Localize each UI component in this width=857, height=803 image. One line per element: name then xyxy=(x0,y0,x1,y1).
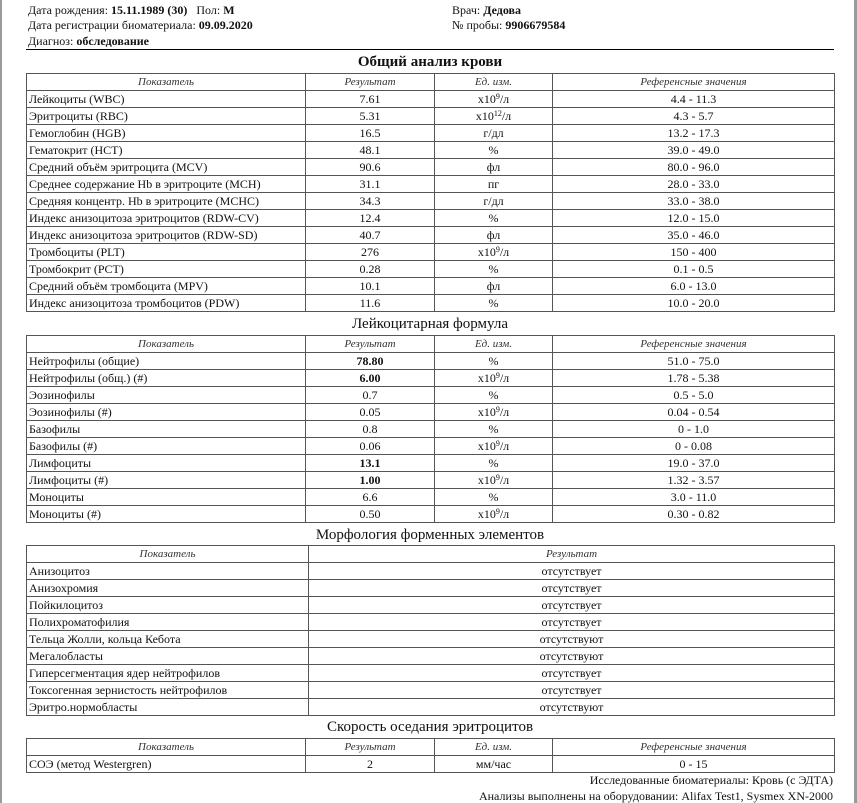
reference-range: 4.4 - 11.3 xyxy=(553,91,835,108)
cbc-col-ref: Референсные значения xyxy=(553,74,835,91)
reference-range: 0 - 0.08 xyxy=(553,438,835,455)
unit-cell: мм/час xyxy=(435,756,553,773)
result-value: 2 xyxy=(306,756,435,773)
unit-base: x10 xyxy=(477,473,496,487)
result-value: 48.1 xyxy=(306,142,435,159)
reference-range: 13.2 - 17.3 xyxy=(553,125,835,142)
table-row xyxy=(27,472,835,489)
sex-value: М xyxy=(223,3,235,17)
parameter-name: Индекс анизоцитоза тромбоцитов (PDW) xyxy=(27,295,306,312)
unit-cell xyxy=(435,404,553,421)
parameter-name: Пойкилоцитоз xyxy=(27,597,309,614)
parameter-name: Эритро.нормобласты xyxy=(27,699,309,716)
result-value: отсутствуют xyxy=(309,699,835,716)
cbc-col-name: Показатель xyxy=(27,74,306,91)
result-value: 90.6 xyxy=(306,159,435,176)
unit-cell xyxy=(435,370,553,387)
result-value: 0.50 xyxy=(306,506,435,523)
parameter-name: Гиперсегментация ядер нейтрофилов xyxy=(27,665,309,682)
table-row xyxy=(27,421,835,438)
table-row xyxy=(27,159,835,176)
reference-range: 0.30 - 0.82 xyxy=(553,506,835,523)
parameter-name: Тельца Жолли, кольца Кебота xyxy=(27,631,309,648)
reference-range: 80.0 - 96.0 xyxy=(553,159,835,176)
unit-cell: % xyxy=(435,421,553,438)
unit-suffix: /л xyxy=(499,405,510,419)
registration-date-line xyxy=(28,18,253,32)
unit-cell xyxy=(435,472,553,489)
leuko-col-name: Показатель xyxy=(27,336,306,353)
parameter-name: Средний объём эритроцита (MCV) xyxy=(27,159,306,176)
morph-title: Морфология форменных элементов xyxy=(315,527,545,543)
reference-range: 0 - 1.0 xyxy=(553,421,835,438)
result-value: 276 xyxy=(306,244,435,261)
doctor-label: Врач: xyxy=(452,3,481,17)
unit-exponent: 12 xyxy=(493,109,502,118)
biomaterial-note: Исследованные биоматериалы: Кровь (с ЭДТА) xyxy=(589,773,833,787)
parameter-name: Средняя концентр. Hb в эритроците (MCHC) xyxy=(27,193,306,210)
result-value: 0.06 xyxy=(306,438,435,455)
parameter-name: Лимфоциты xyxy=(27,455,306,472)
reference-range: 0.04 - 0.54 xyxy=(553,404,835,421)
result-value: отсутствуют xyxy=(309,648,835,665)
result-value: 31.1 xyxy=(306,176,435,193)
unit-cell: % xyxy=(435,261,553,278)
table-row xyxy=(27,455,835,472)
unit-suffix: /л xyxy=(501,109,512,123)
parameter-name: СОЭ (метод Westergren) xyxy=(27,756,306,773)
unit-cell: % xyxy=(435,142,553,159)
sample-number-line xyxy=(452,18,565,32)
unit-base: x10 xyxy=(475,109,494,123)
unit-suffix: /л xyxy=(499,473,510,487)
unit-base: x10 xyxy=(477,507,496,521)
result-value: 13.1 xyxy=(306,455,435,472)
cbc-col-result: Результат xyxy=(306,74,435,91)
unit-cell: % xyxy=(435,210,553,227)
unit-exponent: 9 xyxy=(495,507,500,516)
doctor-line xyxy=(452,3,521,17)
esr-title: Скорость оседания эритроцитов xyxy=(326,719,534,735)
table-row xyxy=(27,580,835,597)
result-value: отсутствует xyxy=(309,563,835,580)
sex-label: Пол: xyxy=(196,3,221,17)
leuko-title: Лейкоцитарная формула xyxy=(351,316,509,332)
unit-cell: г/дл xyxy=(435,193,553,210)
unit-suffix: /л xyxy=(499,245,510,259)
unit-base: x10 xyxy=(477,371,496,385)
table-row xyxy=(27,699,835,716)
table-row xyxy=(27,142,835,159)
parameter-name: Тромбоциты (PLT) xyxy=(27,244,306,261)
table-row xyxy=(27,387,835,404)
result-value: 0.28 xyxy=(306,261,435,278)
table-row xyxy=(27,563,835,580)
parameter-name: Нейтрофилы (общ.) (#) xyxy=(27,370,306,387)
reference-range: 39.0 - 49.0 xyxy=(553,142,835,159)
parameter-name: Базофилы xyxy=(27,421,306,438)
morph-header-row xyxy=(27,546,835,563)
parameter-name: Мегалобласты xyxy=(27,648,309,665)
result-value: отсутствует xyxy=(309,597,835,614)
unit-cell: г/дл xyxy=(435,125,553,142)
parameter-name: Лимфоциты (#) xyxy=(27,472,306,489)
morph-col-result: Результат xyxy=(309,546,835,563)
esr-col-ref: Референсные значения xyxy=(553,739,835,756)
unit-cell xyxy=(435,91,553,108)
reference-range: 51.0 - 75.0 xyxy=(553,353,835,370)
unit-suffix: /л xyxy=(499,371,510,385)
table-row xyxy=(27,244,835,261)
reference-range: 150 - 400 xyxy=(553,244,835,261)
unit-cell: фл xyxy=(435,159,553,176)
table-row xyxy=(27,438,835,455)
cbc-header-row xyxy=(27,74,835,91)
table-row xyxy=(27,278,835,295)
result-value: 11.6 xyxy=(306,295,435,312)
table-row xyxy=(27,682,835,699)
parameter-name: Полихроматофилия xyxy=(27,614,309,631)
result-value: 7.61 xyxy=(306,91,435,108)
parameter-name: Гематокрит (HCT) xyxy=(27,142,306,159)
unit-suffix: /л xyxy=(499,439,510,453)
esr-header-row xyxy=(27,739,835,756)
table-row xyxy=(27,176,835,193)
parameter-name: Лейкоциты (WBC) xyxy=(27,91,306,108)
morph-table xyxy=(26,545,835,716)
reference-range: 0.5 - 5.0 xyxy=(553,387,835,404)
unit-base: x10 xyxy=(477,245,496,259)
reference-range: 1.78 - 5.38 xyxy=(553,370,835,387)
reference-range: 35.0 - 46.0 xyxy=(553,227,835,244)
result-value: 34.3 xyxy=(306,193,435,210)
table-row xyxy=(27,404,835,421)
unit-cell xyxy=(435,438,553,455)
unit-cell: % xyxy=(435,489,553,506)
result-value: 0.8 xyxy=(306,421,435,438)
parameter-name: Тромбокрит (PCT) xyxy=(27,261,306,278)
unit-cell: % xyxy=(435,295,553,312)
result-value: отсутствует xyxy=(309,665,835,682)
reference-range: 19.0 - 37.0 xyxy=(553,455,835,472)
result-value: 40.7 xyxy=(306,227,435,244)
table-row xyxy=(27,631,835,648)
reference-range: 3.0 - 11.0 xyxy=(553,489,835,506)
parameter-name: Анизохромия xyxy=(27,580,309,597)
unit-suffix: /л xyxy=(499,92,510,106)
result-value: 12.4 xyxy=(306,210,435,227)
unit-cell: фл xyxy=(435,278,553,295)
parameter-name: Эритроциты (RBC) xyxy=(27,108,306,125)
parameter-name: Гемоглобин (HGB) xyxy=(27,125,306,142)
table-row xyxy=(27,108,835,125)
diagnosis-value: обследование xyxy=(76,34,149,48)
parameter-name: Индекс анизоцитоза эритроцитов (RDW-CV) xyxy=(27,210,306,227)
leuko-table xyxy=(26,335,835,523)
result-value: отсутствует xyxy=(309,580,835,597)
leuko-col-unit: Ед. изм. xyxy=(435,336,553,353)
birth-date-value: 15.11.1989 (30) xyxy=(111,3,188,17)
birth-date-line xyxy=(28,3,235,17)
table-row xyxy=(27,210,835,227)
reference-range: 1.32 - 3.57 xyxy=(553,472,835,489)
header-divider xyxy=(26,49,834,50)
result-value: 1.00 xyxy=(306,472,435,489)
unit-exponent: 9 xyxy=(495,473,500,482)
reference-range: 10.0 - 20.0 xyxy=(553,295,835,312)
diagnosis-label: Диагноз: xyxy=(28,34,74,48)
result-value: 5.31 xyxy=(306,108,435,125)
esr-col-unit: Ед. изм. xyxy=(435,739,553,756)
reference-range: 4.3 - 5.7 xyxy=(553,108,835,125)
leuko-col-result: Результат xyxy=(306,336,435,353)
table-row xyxy=(27,648,835,665)
parameter-name: Индекс анизоцитоза эритроцитов (RDW-SD) xyxy=(27,227,306,244)
unit-exponent: 9 xyxy=(495,439,500,448)
result-value: отсутствуют xyxy=(309,631,835,648)
reference-range: 33.0 - 38.0 xyxy=(553,193,835,210)
result-value: 0.05 xyxy=(306,404,435,421)
table-row xyxy=(27,489,835,506)
table-row xyxy=(27,370,835,387)
table-row xyxy=(27,91,835,108)
parameter-name: Средний объём тромбоцита (MPV) xyxy=(27,278,306,295)
parameter-name: Эозинофилы xyxy=(27,387,306,404)
result-value: 6.00 xyxy=(306,370,435,387)
leuko-col-ref: Референсные значения xyxy=(553,336,835,353)
parameter-name: Базофилы (#) xyxy=(27,438,306,455)
cbc-col-unit: Ед. изм. xyxy=(435,74,553,91)
table-row xyxy=(27,353,835,370)
unit-cell: % xyxy=(435,455,553,472)
sample-number-value: 9906679584 xyxy=(505,18,566,32)
unit-cell xyxy=(435,506,553,523)
unit-base: x10 xyxy=(477,439,496,453)
window-border-left xyxy=(0,0,2,803)
unit-cell: % xyxy=(435,387,553,404)
sample-number-label: № пробы: xyxy=(452,18,503,32)
result-value: 16.5 xyxy=(306,125,435,142)
table-row xyxy=(27,261,835,278)
parameter-name: Эозинофилы (#) xyxy=(27,404,306,421)
parameter-name: Анизоцитоз xyxy=(27,563,309,580)
esr-table xyxy=(26,738,835,773)
cbc-table xyxy=(26,73,835,312)
parameter-name: Нейтрофилы (общие) xyxy=(27,353,306,370)
registration-date-value: 09.09.2020 xyxy=(198,18,253,32)
unit-exponent: 9 xyxy=(495,245,500,254)
result-value: 78.80 xyxy=(306,353,435,370)
diagnosis-line xyxy=(28,34,149,48)
table-row xyxy=(27,506,835,523)
result-value: 10.1 xyxy=(306,278,435,295)
unit-cell: пг xyxy=(435,176,553,193)
unit-exponent: 9 xyxy=(495,405,500,414)
parameter-name: Токсогенная зернистость нейтрофилов xyxy=(27,682,309,699)
table-row xyxy=(27,125,835,142)
birth-date-label: Дата рождения: xyxy=(28,3,109,17)
unit-cell: фл xyxy=(435,227,553,244)
table-row xyxy=(27,193,835,210)
parameter-name: Моноциты xyxy=(27,489,306,506)
parameter-name: Среднее содержание Hb в эритроците (MCH) xyxy=(27,176,306,193)
equipment-note: Анализы выполнены на оборудовании: Alifax Test1, Sysmex XN-2000 xyxy=(478,789,833,803)
table-row xyxy=(27,756,835,773)
unit-base: x10 xyxy=(477,92,496,106)
table-row xyxy=(27,665,835,682)
result-value: отсутствует xyxy=(309,614,835,631)
table-row xyxy=(27,295,835,312)
unit-cell xyxy=(435,108,553,125)
registration-date-label: Дата регистрации биоматериала: xyxy=(28,18,196,32)
esr-col-result: Результат xyxy=(306,739,435,756)
esr-col-name: Показатель xyxy=(27,739,306,756)
reference-range: 0.1 - 0.5 xyxy=(553,261,835,278)
unit-cell: % xyxy=(435,353,553,370)
reference-range: 0 - 15 xyxy=(553,756,835,773)
reference-range: 12.0 - 15.0 xyxy=(553,210,835,227)
unit-suffix: /л xyxy=(499,507,510,521)
unit-exponent: 9 xyxy=(495,92,500,101)
morph-col-name: Показатель xyxy=(27,546,309,563)
unit-base: x10 xyxy=(477,405,496,419)
result-value: отсутствует xyxy=(309,682,835,699)
leuko-header-row xyxy=(27,336,835,353)
table-row xyxy=(27,227,835,244)
cbc-title: Общий анализ крови xyxy=(357,54,503,70)
reference-range: 6.0 - 13.0 xyxy=(553,278,835,295)
unit-cell xyxy=(435,244,553,261)
result-value: 6.6 xyxy=(306,489,435,506)
unit-exponent: 9 xyxy=(495,371,500,380)
parameter-name: Моноциты (#) xyxy=(27,506,306,523)
reference-range: 28.0 - 33.0 xyxy=(553,176,835,193)
table-row xyxy=(27,597,835,614)
result-value: 0.7 xyxy=(306,387,435,404)
doctor-value: Дедова xyxy=(483,3,522,17)
table-row xyxy=(27,614,835,631)
